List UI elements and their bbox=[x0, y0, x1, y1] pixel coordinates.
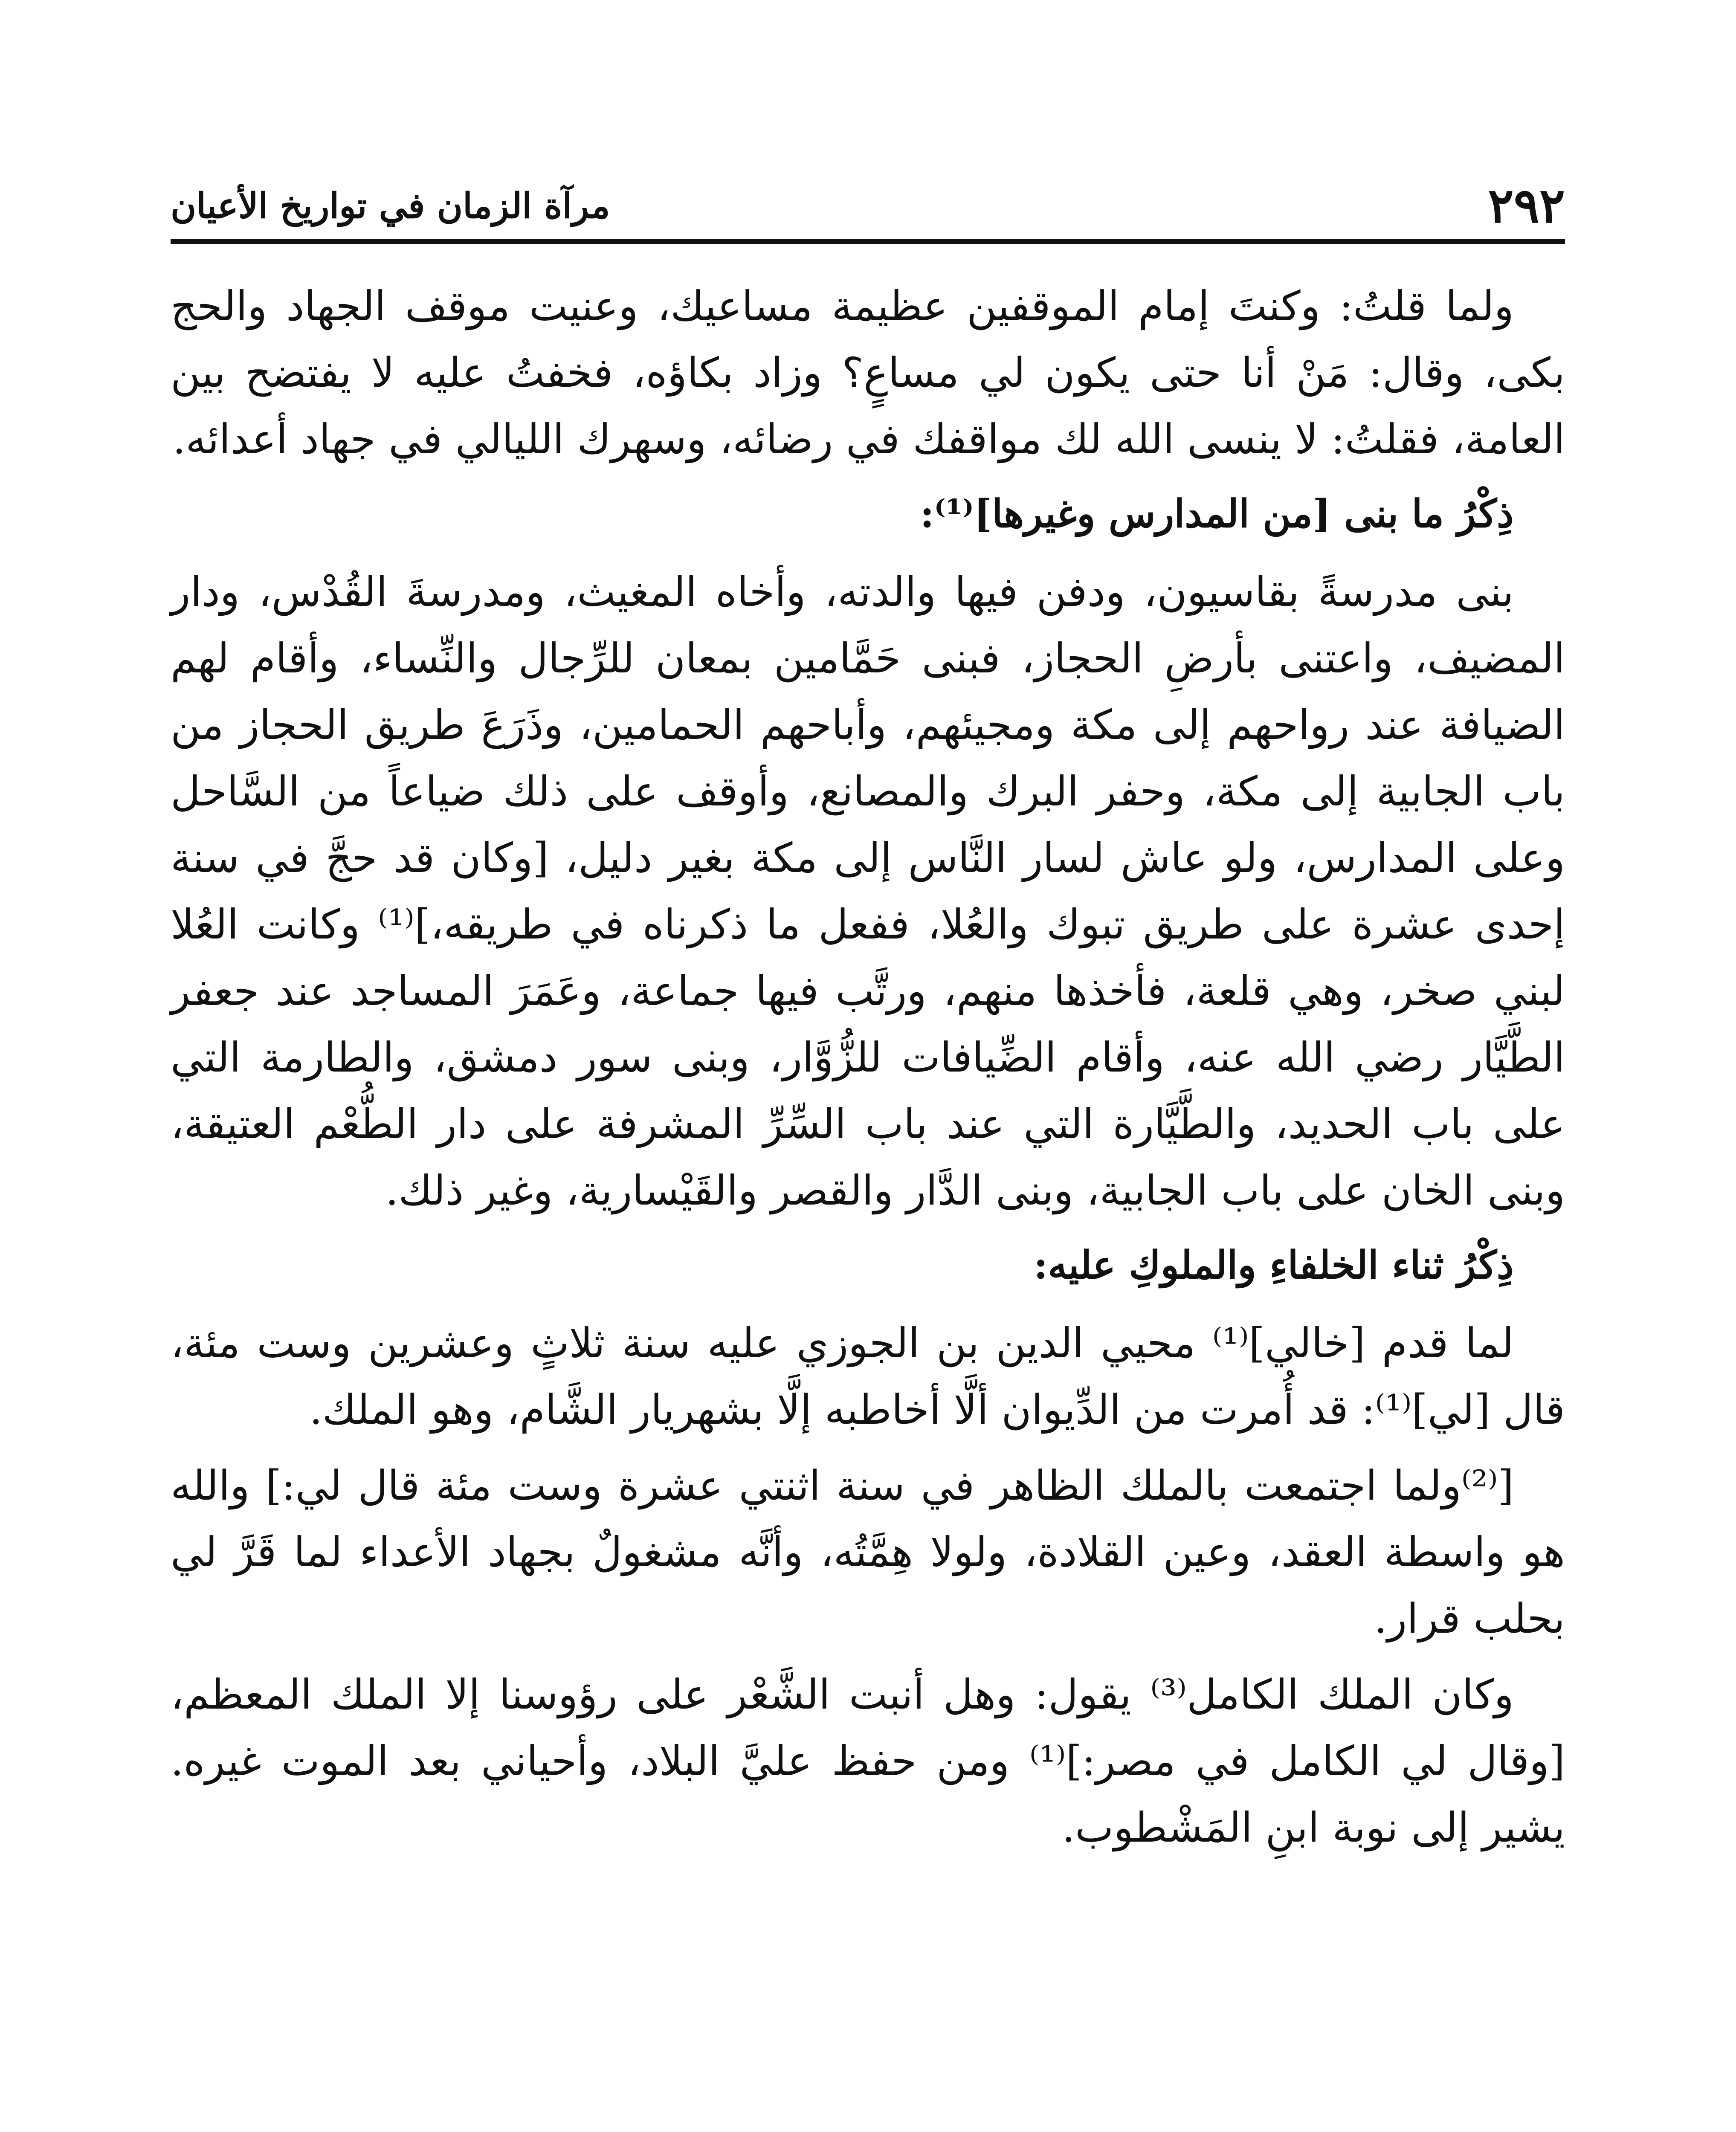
section-heading-buildings: ذِكْرُ ما بنى [من المدارس وغيرها]⁽¹⁾: bbox=[920, 491, 1514, 536]
paragraph-5: وكان الملك الكامل⁽³⁾ يقول: وهل أنبت الشَّعْر على رؤوسنا إلا الملك المعظم، [وقال لي الكامل في مصر:]⁽¹⁾ ومن حفظ عليَّ البلاد، وأحياني بعد الموت غيره. يشير إلى نوبة ابنِ المَشْطوب. bbox=[171, 1671, 1565, 1851]
paragraph-1: ولما قلتُ: وكنتَ إمام الموقفين عظيمة مساعيك، وعنيت موقف الجهاد والحج بكى، وقال: مَنْ أنا حتى يكون لي مساعٍ؟ وزاد بكاؤه، فخفتُ عليه لا يفتضح بين العامة، فقلتُ: لا ينسى الله لك مواقفك في رضائه، وسهرك الليالي في جهاد أعدائه. bbox=[171, 282, 1565, 463]
section-heading-praise: ذِكْرُ ثناء الخلفاءِ والملوكِ عليه: bbox=[1034, 1243, 1514, 1288]
running-title: مرآة الزمان في تواريخ الأعيان bbox=[171, 185, 610, 226]
paragraph-4: [⁽²⁾ولما اجتمعت بالملك الظاهر في سنة اثنتي عشرة وست مئة قال لي:] والله هو واسطة العقد، وعين القلادة، ولولا هِمَّتُه، وأنَّه مشغولٌ بجهاد الأعداء لما قَرَّ لي بحلب قرار. bbox=[171, 1462, 1565, 1642]
header-rule bbox=[171, 239, 1565, 244]
paragraph-2: بنى مدرسةً بقاسيون، ودفن فيها والدته، وأخاه المغيث، ومدرسةَ القُدْس، ودار المضيف، واعتنى بأرضِ الحجاز، فبنى حَمَّامين بمعان للرِّجال والنِّساء، وأقام لهم الضيافة عند رواحهم إلى مكة ومجيئهم، وأباحهم الحمامين، وذَرَعَ طريق الحجاز من باب الجابية إلى مكة، وحفر البرك والمصانع، وأوقف على ذلك ضياعاً من السَّاحل وعلى المدارس، ولو عاش لسار النَّاس إلى مكة بغير دليل، [وكان قد حجَّ في سنة إحدى عشرة على طريق تبوك والعُلا، ففعل ما ذكرناه في طريقه،]⁽¹⁾ وكانت العُلا لبني صخر، وهي قلعة، فأخذها منهم، ورتَّب فيها جماعة، وعَمَرَ المساجد عند جعفر الطَّيَّار رضي الله عنه، وأقام الضِّيافات للزُّوَّار، وبنى سور دمشق، والطارمة التي على باب الحديد، والطَّيَّارة التي عند باب السِّرِّ المشرفة على دار الطُّعْم العتيقة، وبنى الخان على باب الجابية، وبنى الدَّار والقصر والقَيْسارية، وغير ذلك. bbox=[171, 568, 1565, 1214]
page-header bbox=[171, 174, 1565, 238]
main-text bbox=[171, 273, 1565, 1870]
paragraph-3: لما قدم [خالي]⁽¹⁾ محيي الدين بن الجوزي عليه سنة ثلاثٍ وعشرين وست مئة، قال [لي]⁽¹⁾: قد أُمرت من الدِّيوان ألَّا أخاطبه إلَّا بشهريار الشَّام، وهو الملك. bbox=[171, 1319, 1565, 1434]
page-number: ٢٩٢ bbox=[1488, 178, 1565, 234]
